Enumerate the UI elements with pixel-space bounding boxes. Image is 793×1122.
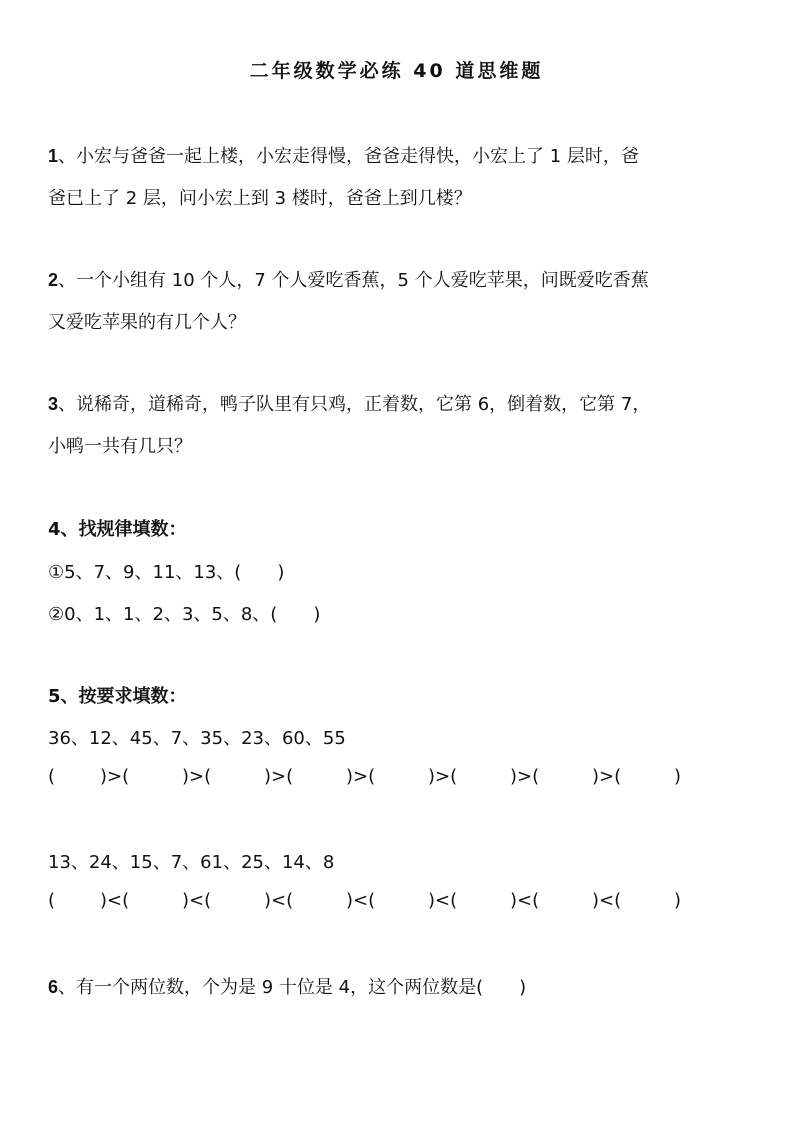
answer-row-2-part: )<(: [592, 890, 622, 911]
question-5-numbers-1: 36、12、45、7、35、23、60、55: [48, 728, 346, 749]
question-3-text-1: 、说稀奇，道稀奇，鸭子队里有只鸡，正着数，它第 6，倒着数，它第 7，: [58, 394, 651, 415]
answer-row-1-part: ): [674, 766, 682, 787]
answer-row-2-part: )<(: [510, 890, 540, 911]
answer-row-2-part: )<(: [428, 890, 458, 911]
answer-row-2-part: )<(: [182, 890, 212, 911]
answer-row-2-part: )<(: [346, 890, 376, 911]
answer-row-2-part: (: [48, 890, 56, 911]
question-6-text: 、有一个两位数，个为是 9 十位是 4，这个两位数是( ): [58, 977, 527, 998]
question-6-number: 6: [48, 977, 59, 997]
answer-row-2-part: ): [674, 890, 682, 911]
answer-row-1-part: )>(: [510, 766, 540, 787]
question-3-line-1: [48, 390, 748, 416]
question-1-line-1: [48, 142, 748, 168]
answer-row-2-part: )<(: [100, 890, 130, 911]
question-6: [48, 973, 748, 999]
question-5-heading: 5、按要求填数：: [48, 686, 187, 707]
question-1-number: 1: [48, 146, 59, 166]
answer-row-2-part: )<(: [264, 890, 294, 911]
answer-row-1-part: )>(: [182, 766, 212, 787]
question-4-heading: 4、找规律填数：: [48, 519, 187, 540]
question-3-line-2: 小鸭一共有几只？: [48, 436, 192, 457]
question-5-numbers-2: 13、24、15、7、61、25、14、8: [48, 852, 335, 873]
question-2-line-1: [48, 266, 748, 292]
question-4-item-2: ②0、1、1、2、3、5、8、( ): [48, 604, 321, 625]
answer-row-1-part: )>(: [346, 766, 376, 787]
question-2-line-2: 又爱吃苹果的有几个人？: [48, 312, 246, 333]
answer-row-1-part: (: [48, 766, 56, 787]
answer-row-1-part: )>(: [264, 766, 294, 787]
question-1-line-2: 爸已上了 2 层，问小宏上到 3 楼时，爸爸上到几楼？: [48, 188, 472, 209]
question-2-text-1: 、一个小组有 10 个人，7 个人爱吃香蕉，5 个人爱吃苹果，问既爱吃香蕉: [58, 270, 649, 291]
answer-row-1-part: )>(: [428, 766, 458, 787]
answer-row-1-part: )>(: [100, 766, 130, 787]
question-5-answer-row-1: [48, 766, 698, 792]
page-title: 二年级数学必练 40 道思维题: [249, 60, 544, 82]
question-5-answer-row-2: [48, 890, 698, 916]
question-3-number: 3: [48, 394, 59, 414]
answer-row-1-part: )>(: [592, 766, 622, 787]
question-4-item-1: ①5、7、9、11、13、( ): [48, 562, 285, 583]
question-1-text-1: 、小宏与爸爸一起上楼，小宏走得慢，爸爸走得快，小宏上了 1 层时，爸: [58, 146, 639, 167]
question-2-number: 2: [48, 270, 59, 290]
